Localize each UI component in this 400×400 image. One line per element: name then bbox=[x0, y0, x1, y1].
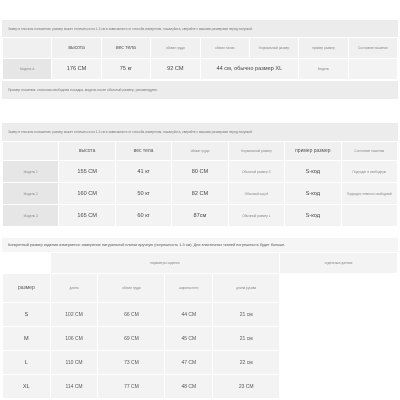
extra-empty bbox=[280, 274, 397, 302]
cell-normal-size: Обычный размер L bbox=[229, 205, 284, 226]
group-header-product: параметры изделия bbox=[51, 253, 280, 273]
cell-state bbox=[349, 59, 397, 79]
size-table-2 bbox=[2, 123, 398, 226]
header-weight: вес тела bbox=[116, 142, 171, 160]
cell-shoulder: 47 СМ bbox=[165, 351, 212, 374]
cell-example: Модель bbox=[299, 59, 347, 79]
extra-empty bbox=[280, 375, 397, 398]
cell-height: 160 СМ bbox=[59, 183, 114, 204]
cell-shoulder: 44 СМ bbox=[165, 303, 212, 326]
cell-example-size: S-код bbox=[285, 183, 340, 204]
cell-shoulder: 48 СМ bbox=[165, 375, 212, 398]
cell-sleeve: 21 см bbox=[213, 303, 279, 326]
header-chest: обхват груди bbox=[98, 274, 164, 302]
cell-chest: 66 СМ bbox=[98, 303, 164, 326]
header-height: высота bbox=[59, 142, 114, 160]
table2-grid bbox=[2, 141, 398, 227]
size-label: M bbox=[3, 327, 50, 350]
cell-sleeve: 22 см bbox=[213, 351, 279, 374]
group-header-extra: отдельные данные bbox=[280, 253, 397, 273]
table1-grid bbox=[2, 37, 398, 80]
cell-chest: 87см bbox=[172, 205, 227, 226]
cell-sleeve: 21 см bbox=[213, 327, 279, 350]
size-label: L bbox=[3, 351, 50, 374]
cell-shoulder: 45 СМ bbox=[165, 327, 212, 350]
cell-length: 114 СМ bbox=[51, 375, 98, 398]
cell-example-size: S-код bbox=[285, 161, 340, 182]
cell-height: 155 СМ bbox=[59, 161, 114, 182]
size-label: XL bbox=[3, 375, 50, 398]
header-sleeve: длина рукава bbox=[213, 274, 279, 302]
header-wearing-state: Состояние ношения bbox=[342, 142, 397, 160]
size-table-3 bbox=[2, 238, 398, 398]
table1-corner bbox=[3, 38, 51, 58]
table2-corner bbox=[3, 142, 58, 160]
cell-weight: 60 кг bbox=[116, 205, 171, 226]
model-label: Модель 3 bbox=[3, 205, 58, 226]
size-label: S bbox=[3, 303, 50, 326]
header-waist: обхват талии bbox=[201, 38, 249, 58]
header-shoulder: ширина плеч bbox=[165, 274, 212, 302]
cell-chest: 73 СМ bbox=[98, 351, 164, 374]
cell-chest: 69 СМ bbox=[98, 327, 164, 350]
model-label: Модель 1 bbox=[3, 161, 58, 182]
header-example-size: пример размер bbox=[285, 142, 340, 160]
header-normal-size: Нормальный размер bbox=[229, 142, 284, 160]
header-wearing-state: Состояние ношения bbox=[349, 38, 397, 58]
cell-height: 165 СМ bbox=[59, 205, 114, 226]
cell-normal-size: Обычный размер S bbox=[229, 161, 284, 182]
cell-usual-size: 44 см, обычно размер XL bbox=[201, 59, 299, 79]
cell-example-size: S-код bbox=[285, 205, 340, 226]
header-normal-size: Нормальный размер bbox=[250, 38, 298, 58]
cell-weight: 50 кг bbox=[116, 183, 171, 204]
cell-chest: 92 СМ bbox=[151, 59, 199, 79]
cell-weight: 41 кг bbox=[116, 161, 171, 182]
table3-note: Конкретный размер изделия измеряется: измерение натуральной плитки вручную (погрешность 1-3 см). Для эластичных тканей погрешность будет больше. bbox=[2, 238, 398, 252]
table1-note: Замер в плоском положении: размер может отличаться на 1-3 см в зависимости от способа измерения, пожалуйста, сверяйте с вашими размерами перед покупкой. bbox=[2, 20, 398, 37]
cell-chest: 80 СМ bbox=[172, 161, 227, 182]
cell-length: 102 СМ bbox=[51, 303, 98, 326]
header-length: длина bbox=[51, 274, 98, 302]
table3-grid bbox=[2, 252, 398, 399]
header-size: размер bbox=[3, 274, 50, 302]
cell-height: 176 СМ bbox=[52, 59, 100, 79]
model-label: Модель A bbox=[3, 59, 51, 79]
table2-note: Замер в плоском положении: размер может отличаться на 1-3 см в зависимости от способа измерения, пожалуйста, сверяйте с вашими размерами перед покупкой. bbox=[2, 123, 398, 141]
cell-wearing-state: Подходит в свободную bbox=[342, 161, 397, 182]
table3-corner bbox=[3, 253, 50, 273]
size-table-1 bbox=[2, 20, 398, 116]
extra-empty bbox=[280, 327, 397, 350]
cell-wearing-state: Подходит, немного свободный bbox=[342, 183, 397, 204]
header-example-size: пример размер bbox=[299, 38, 347, 58]
cell-chest: 77 СМ bbox=[98, 375, 164, 398]
extra-empty bbox=[280, 303, 397, 326]
header-chest: обхват груди bbox=[172, 142, 227, 160]
cell-chest: 82 СМ bbox=[172, 183, 227, 204]
cell-normal-size: Обычный код M bbox=[229, 183, 284, 204]
cell-weight: 75 кг bbox=[102, 59, 150, 79]
cell-length: 106 СМ bbox=[51, 327, 98, 350]
extra-empty bbox=[280, 351, 397, 374]
table1-footer: Пример ношения: стильная свободная посадка, модель носит обычный размер, рекомендуем. bbox=[2, 81, 398, 99]
cell-sleeve: 23 СМ bbox=[213, 375, 279, 398]
header-height: высота bbox=[52, 38, 100, 58]
header-chest: обхват груди bbox=[151, 38, 199, 58]
cell-wearing-state bbox=[342, 205, 397, 226]
cell-length: 110 СМ bbox=[51, 351, 98, 374]
model-label: Модель 2 bbox=[3, 183, 58, 204]
header-weight: вес тела bbox=[102, 38, 150, 58]
